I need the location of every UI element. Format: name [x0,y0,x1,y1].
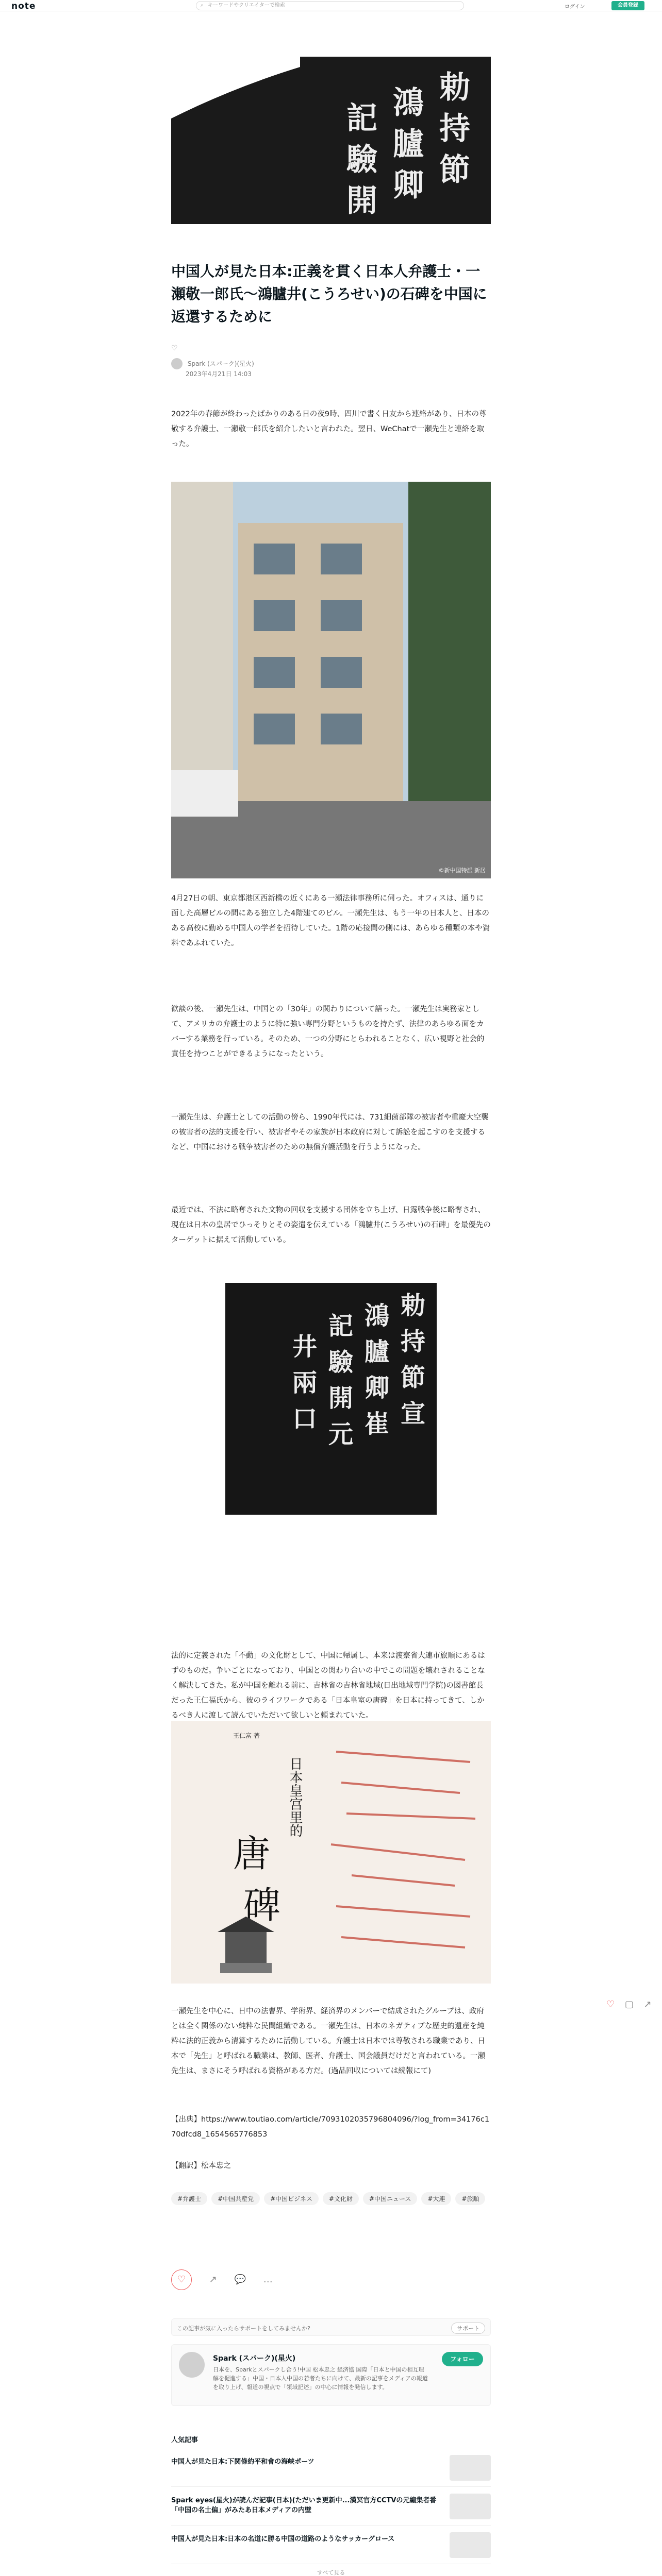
book-title-char-tang: 唐 [233,1832,271,1875]
svg-text:記: 記 [346,100,377,137]
source-link[interactable]: 【出典】https://www.toutiao.com/article/7093102035796804096/?log_from=34176c170dfcd8_1654565776853 [171,2115,490,2139]
building-illustration [171,482,491,878]
signup-button[interactable]: 会員登録 [611,1,644,10]
related-item[interactable]: Spark eyes(星火)が読んだ記事(日本)(ただいま更新中...漢冥官方CCTVの元編集者番「中国の名土偏」がみたあ日本メディアの内壁 [171,2488,491,2526]
tag-list [171,2192,491,2210]
action-bar [171,2269,491,2290]
book-title-line1: 日本皇宫里的 [287,1757,303,1837]
like-button[interactable]: ♡ [171,2269,192,2290]
translator: 【翻訳】松本忠之 [171,2162,231,2170]
related-heading: 人気記事 [171,2436,198,2444]
profile-name[interactable]: Spark (スパーク)(星火) [213,2354,296,2363]
paragraph: 一瀬先生は、弁護士としての活動の傍ら、1990年代には、731細菌部隊の被害者や重慶大空襲の被害者の法的支援を行い、被害者やその家族が日本政府に対して訴訟を起こすのを支援するなど、中国における戦争被害者のための無償弁護活動を行うようになった。 [171,1113,489,1151]
svg-text:兩: 兩 [292,1368,318,1397]
svg-text:卿: 卿 [365,1374,390,1402]
svg-text:勅: 勅 [439,70,470,106]
profile-avatar[interactable] [179,2352,205,2378]
comment-icon[interactable]: 💬 [234,2274,246,2285]
svg-text:節: 節 [439,152,470,188]
pavilion-illustration [212,1911,279,1978]
tag[interactable]: #中国ビジネス [264,2192,319,2205]
support-button[interactable]: サポート [451,2323,485,2334]
svg-text:臚: 臚 [365,1337,390,1366]
book-author: 王仁富 著 [233,1732,260,1739]
author-avatar[interactable] [171,358,183,369]
tag[interactable]: #文化財 [323,2192,359,2205]
svg-text:節: 節 [401,1363,426,1392]
svg-text:驗: 驗 [346,142,377,178]
floating-share-icon[interactable]: ↗ [643,1999,652,2010]
book-cover-image [171,1721,491,1984]
floating-actions [606,1999,652,2010]
red-calligraphy-decoration [326,1731,481,1973]
svg-text:臚: 臚 [393,126,424,162]
follow-button[interactable]: フォロー [442,2352,483,2366]
stone-rubbing-image [225,1283,437,1515]
photo-credit: ©新中国特派 新居 [438,867,486,874]
paragraph: 最近では、不法に略奪された文物の回収を支援する団体を立ち上げ、日露戦争後に略奪され、現在は日本の皇居でひっそりとその姿遣を伝えている「鴻臚井(こうろせい)の石碑」を最優先のターゲットに据えて活動している。 [171,1206,491,1244]
support-box [171,2318,491,2336]
svg-text:鴻: 鴻 [393,85,424,121]
tag[interactable]: #中国ニュース [363,2192,417,2205]
svg-text:持: 持 [401,1327,426,1356]
svg-text:勅: 勅 [401,1291,426,1320]
floating-comment-icon[interactable]: ▢ [624,1999,634,2010]
share-icon[interactable]: ↗ [209,2274,217,2285]
tag[interactable]: #大連 [421,2192,451,2205]
stone-rubbing-illustration [225,1283,437,1515]
svg-text:開: 開 [346,183,377,219]
paragraph: 2022年の春節が終わったばかりのある日の夜9時、四川で書く日友から連絡があり、日本の尊敬する弁護士、一瀬敬一郎氏を紹介したいと言われた。翌日、WeChatで一瀬先生と連絡を取った。 [171,410,487,448]
author-name[interactable]: Spark (スパーク)(星火) [187,360,254,367]
article-meta [171,358,491,378]
tag[interactable]: #旅順 [455,2192,485,2205]
svg-text:崔: 崔 [365,1410,390,1438]
like-icon[interactable]: ♡ [171,344,178,352]
header-image [171,57,491,224]
svg-text:井: 井 [292,1332,318,1361]
site-header [0,0,662,11]
related-thumb [450,2532,491,2558]
paragraph: 一瀬先生を中心に、日中の法曹界、学術界、経済界のメンバーで結成されたグループは、政府とは全く関係のない純粋な民間組織である。一瀬先生は、日本のネガティブな歴史的遺産を純粋に法的正義から清算するために活動している。弁護士は日本では尊敬される職業であり、日本で「先生」と呼ばれる職業は、教師、医者、弁護士、国会議員だけだと言われている。一瀬先生は、まさにそう呼ばれる資格がある方だ。(過品回収については続報にて) [171,2007,485,2075]
svg-text:宣: 宣 [401,1399,426,1428]
related-thumb [450,2455,491,2481]
svg-text:記: 記 [328,1312,354,1341]
paragraph: 4月27日の朝、東京都港区西新橋の近くにある一瀬法律事務所に伺った。オフィスは、通りに面した高層ビルの間にある独立した4階建てのビル。一瀬先生は、もう一年の日本人と、日本のある高校に勤める中国人の学者を招待していた。1階の応接間の側には、あらゆる種類の本や資料であふれていた。 [171,894,490,947]
svg-text:卿: 卿 [393,167,424,204]
svg-text:口: 口 [292,1404,318,1433]
related-thumb [450,2494,491,2519]
note-logo[interactable]: note [11,1,36,11]
svg-text:開: 開 [328,1384,354,1413]
more-icon[interactable]: … [263,2274,273,2285]
support-prompt: この記事が気に入ったらサポートをしてみませんか? [177,2325,310,2332]
profile-bio: 日本を、Sparkとスパークし合う!中国 松本忠之 経済協 国際「日本と中国の相互理解を促進する」中国・日本人中国の若者たちに向けて、最新の記事をメディアの報道を取り上げ、報道の視点で「領域記述」の中心に情報を発信します。 [213,2366,428,2391]
tag[interactable]: #中国共産党 [211,2192,260,2205]
search-icon: ⌕ [201,3,204,8]
related-item[interactable]: 中国人が見た日本:下関條約平和會の海峡ポーツ [171,2450,491,2487]
stone-rubbing-illustration [171,57,491,224]
article-title: 中国人が見た日本:正義を貫く日本人弁護士・一瀬敬一郎氏〜鴻臚井(こうろせい)の石碑を中国に返還するために [171,263,487,325]
svg-text:持: 持 [439,111,470,147]
author-profile-card [171,2344,491,2406]
paragraph: 歓談の後、一瀬先生は、中国との「30年」の関わりについて語った。一瀬先生は実務家として、アメリカの弁護士のように特に強い専門分野というものを持たず、法律のあらゆる面をカバーする業務を行っている。そのため、一つの分野にとらわれることなく、広い視野と社会的責任を持つことができるようになったという。 [171,1005,485,1058]
publish-date: 2023年4月21日 14:03 [186,370,252,378]
svg-text:鴻: 鴻 [365,1301,390,1330]
related-item[interactable]: 中国人が見た日本:日本の名道に勝る中国の道路のようなサッカーグロース [171,2527,491,2564]
search-input[interactable]: ⌕ キーワードやクリエイターで検索 [196,1,464,10]
tag[interactable]: #弁護士 [171,2192,207,2205]
floating-like-icon[interactable]: ♡ [606,1999,615,2010]
paragraph: 法的に定義された「不動」の文化財として、中国に帰属し、本来は渡寮省大連市旅順にあるはずのものだ。争いごとになっており、中国との関わり合いの中でこの問題を壊れされることなく解決してきた。私が中国を離れる前に、吉林省の吉林省地域(日出地域専門学院)の図書館長だった王仁福氏から、彼のライフワークである「日本皇室の唐碑」を日本に持ってきて、しかるべき人に渡して読んでいただいて欲しいと頼まれていた。 [171,1652,485,1720]
login-link[interactable]: ログイン [565,4,585,10]
see-all-link[interactable]: すべて見る [317,2569,345,2576]
svg-text:元: 元 [328,1420,354,1449]
svg-text:驗: 驗 [328,1348,354,1377]
building-photo [171,482,491,878]
book-title-char-bei: 碑 [243,1884,281,1927]
